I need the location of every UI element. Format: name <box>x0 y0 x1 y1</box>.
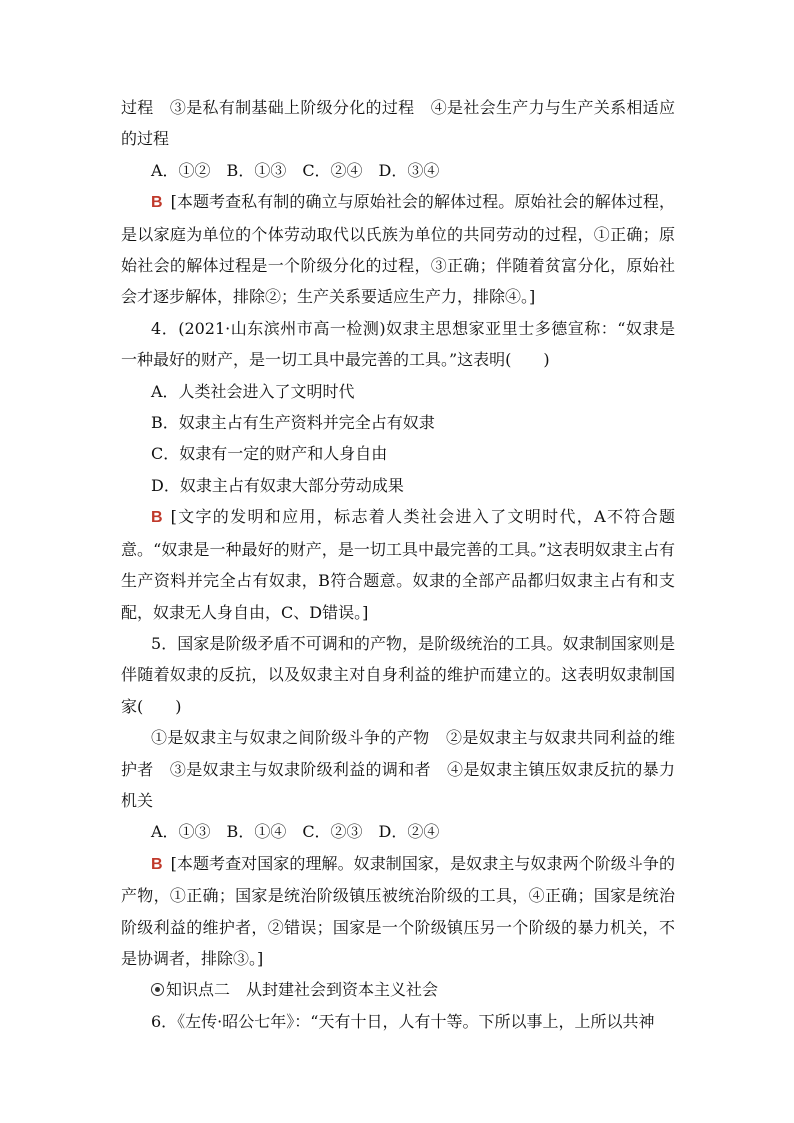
q4-option-a: A．人类社会进入了文明时代 <box>151 381 355 401</box>
knowledge-point-title: 知识点二 从封建社会到资本主义社会 <box>166 980 439 1000</box>
q4-option-d: D．奴隶主占有奴隶大部分劳动成果 <box>151 475 404 495</box>
target-circle-icon <box>151 983 164 996</box>
q4-option-b: B．奴隶主占有生产资料并完全占有奴隶 <box>151 413 435 433</box>
q5-answer-block <box>121 848 675 975</box>
q3-explanation: [本题考查私有制的确立与原始社会的解体过程。原始社会的解体过程，是以家庭为单位的个体劳动取代以氏族为单位的共同劳动的过程，①正确；原始社会的解体过程是一个阶级分化的过程，③正确；伴随着贫富分化，原始社会才逐步解体，排除②；生产关系要适应生产力，排除④。] <box>121 192 675 307</box>
knowledge-point-heading <box>121 974 675 1005</box>
q4-answer-letter: B <box>151 509 163 527</box>
q4-stem: 4．(2021·山东滨州市高一检测)奴隶主思想家亚里士多德宣称：“奴隶是一种最好的财产，是一切工具中最完善的工具。”这表明( ) <box>121 318 675 370</box>
q3-answer-letter: B <box>151 194 163 212</box>
q4-option-c: C．奴隶有一定的财产和人身自由 <box>151 444 388 464</box>
q6-stem: 6．《左传·昭公七年》：“天有十日，人有十等。下所以事上，上所以共神 <box>151 1011 655 1031</box>
q3-stem-continued: 过程 ③是私有制基础上阶级分化的过程 ④是社会生产力与生产关系相适应的过程 <box>121 98 675 149</box>
q3-options: A．①② B．①③ C．②④ D．③④ <box>151 160 440 180</box>
q5-options: A．①③ B．①④ C．②③ D．②④ <box>151 822 440 842</box>
page-content <box>121 92 675 1037</box>
q5-explanation: [本题考查对国家的理解。奴隶制国家，是奴隶主与奴隶两个阶级斗争的产物，①正确；国家是统治阶级镇压被统治阶级的工具，④正确；国家是统治阶级利益的维护者，②错误；国家是一个阶级镇压另一个阶级的暴力机关，不是协调者，排除③。] <box>121 853 675 968</box>
q5-answer-letter: B <box>151 855 163 873</box>
q4-answer-block <box>121 501 675 628</box>
q5-items: ①是奴隶主与奴隶之间阶级斗争的产物 ②是奴隶主与奴隶共同利益的维护者 ③是奴隶主与奴隶阶级利益的调和者 ④是奴隶主镇压奴隶反抗的暴力机关 <box>121 728 675 810</box>
q3-answer-block <box>121 186 675 313</box>
q5-stem: 5．国家是阶级矛盾不可调和的产物，是阶级统治的工具。奴隶制国家则是伴随着奴隶的反抗，以及奴隶主对自身利益的维护而建立的。这表明奴隶制国家( ) <box>121 633 675 716</box>
q4-explanation: [文字的发明和应用，标志着人类社会进入了文明时代，A不符合题意。“奴隶是一种最好的财产，是一切工具中最完善的工具。”这表明奴隶主占有生产资料并完全占有奴隶，B符合题意。奴隶的全部产品都归奴隶主占有和支配，奴隶无人身自由，C、D错误。] <box>121 507 675 622</box>
